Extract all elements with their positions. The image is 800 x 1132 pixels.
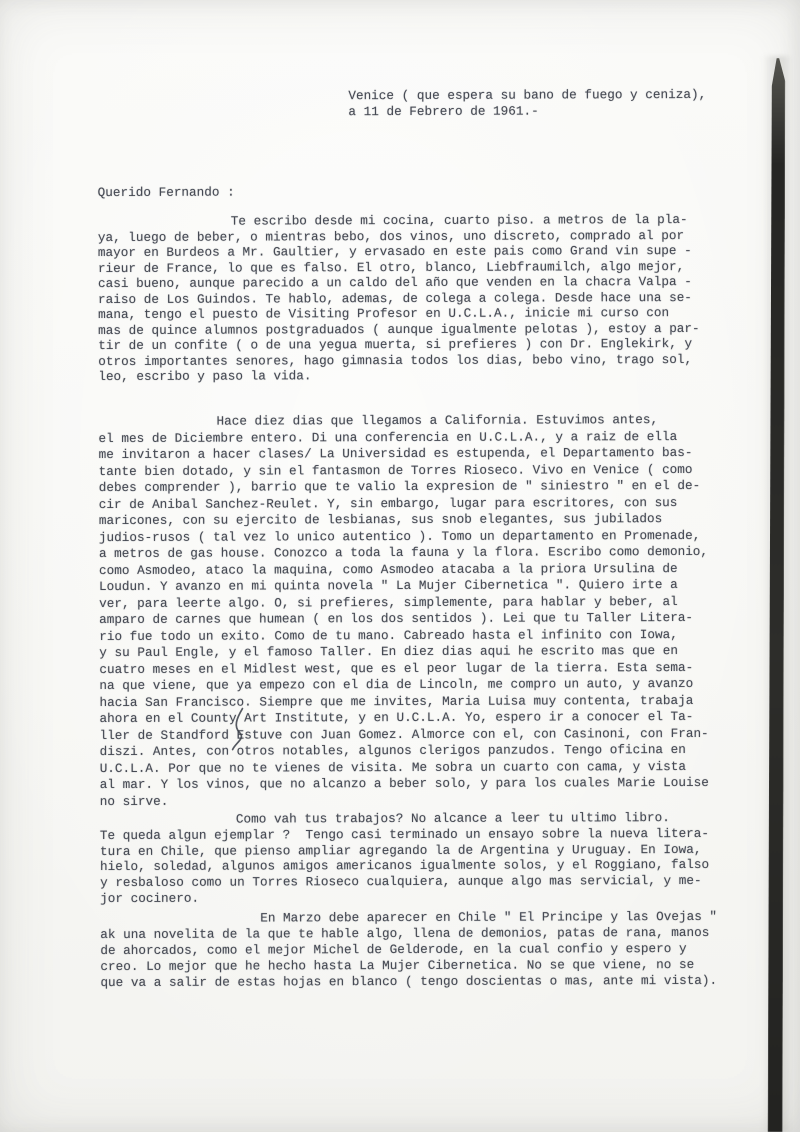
text-line: me invitaron a hacer clases/ La Universidad es estupenda, el Departamento bas- — [98, 444, 693, 463]
text-line: y su Paul Engle, y el famoso Taller. En diez dias aqui he escrito mas que en — [99, 643, 678, 661]
dateline — [348, 87, 706, 120]
text-line: na que viene, que ya empezo con el dia de Lincoln, me compro un auto, y avanzo — [99, 675, 694, 694]
text-line: diszi. Antes, con otros notables, algunos clerigos panzudos. Tengo oficina en — [99, 742, 686, 760]
text-line: raiso de Los Guindos. Te hablo, ademas, de colega a colega. Desde hace una se- — [98, 289, 692, 307]
text-line: y resbaloso como un Torres Rioseco cualquiera, aunque algo mas servicial, y me- — [100, 873, 702, 891]
text-line: ya, luego de beber, o mientras bebo, dos vinos, uno discreto, comprado al por — [97, 227, 685, 245]
text-line: ahora en el County Art Institute, y en U.C.L.A. Yo, espero ir a conocer el Ta- — [99, 708, 694, 727]
text-line: creo. Lo mejor que he hecho hasta La Mujer Cibernetica. No se que viene, no se — [100, 956, 695, 975]
text-line: Te escribo desde mi cocina, cuarto piso. a metros de la pla- — [230, 211, 688, 229]
text-line: hielo, soledad, algunos amigos americanos igualmente solos, y el Roggiano, falso — [99, 857, 710, 875]
text-line: Loudun. Y avanzo en mi quinta novela " La Mujer Cibernetica ". Quiero irte a — [99, 577, 678, 595]
text-line: U.C.L.A. Por que no te vienes de visita. Me sobra un cuarto con cama, y vista — [99, 758, 686, 776]
text-line: jor cocinero. — [100, 890, 200, 907]
text-line: mayor en Burdeos a Mr. Gaultier, y ervasado en este pais como Grand vin supe - — [97, 242, 692, 261]
text-line: mana, tengo el puesto de Visiting Profesor en U.C.L.A., inicie mi curso con — [98, 305, 670, 323]
text-line: cir de Anibal Sanchez-Reulet. Y, sin embargo, lugar para escritores, con sus — [98, 494, 678, 512]
text-line: judios-rusos ( tal vez lo unico autentico ). Tomo un departamento en Promenade, — [98, 527, 701, 545]
text-line: el mes de Diciembre entero. Di una conferencia en U.C.L.A., y a raiz de ella — [98, 428, 678, 446]
text-line: Te queda algun ejemplar ? Tengo casi terminado un ensayo sobre la nueva litera- — [99, 825, 710, 843]
text-line: otros importantes senores, hago gimnasia todos los dias, bebo vino, trago sol, — [98, 351, 693, 369]
text-line: casi bueno, aunque parecido a un caldo del año que venden en la chacra Valpa - — [97, 273, 692, 292]
dateline-line: Venice ( que espera su bano de fuego y ceniza), — [348, 86, 707, 104]
text-line: debes comprender ), barrio que te valio la expresion de " siniestro " en el de- — [98, 477, 701, 496]
text-line: rio fue todo un exito. Como de tu mano. Cabreado hasta el infinito con Iowa, — [99, 626, 678, 644]
text-line: tir de un confite ( o de una yegua muerta, si prefieres ) con Dr. Englekirk, y — [98, 335, 693, 354]
text-line: maricones, con su ejercito de lesbianas, sus snob elegantes, sus jubilados — [98, 511, 663, 529]
paragraph-1 — [98, 212, 700, 385]
text-line: En Marzo debe aparecer en Chile " El Principe y las Ovejas " — [260, 908, 718, 926]
text-line: como Asmodeo, ataco la maquina, como Asmodeo atacaba a la priora Ursulina de — [98, 560, 678, 578]
paragraph-2 — [98, 412, 708, 810]
text-line: Como vah tus trabajos? No alcance a leer tu ultimo libro. — [235, 810, 670, 827]
salutation-line: Querido Fernando : — [97, 184, 235, 201]
text-line: tura en Chile, que pienso ampliar agregando la de Argentina y Uruguay. En Iowa, — [99, 841, 702, 859]
text-line: ller de Standford Estuve con Juan Gomez. Almorce con el, con Casinoni, con Fran- — [99, 725, 709, 743]
text-line: rieur de France, lo que es falso. El otro, blanco, Liebfraumilch, algo mejor, — [97, 258, 685, 276]
text-line: amparo de carnes que humean ( en los dos sentidos ). Lei que tu Taller Litera- — [99, 609, 694, 628]
text-line: al mar. Y los vinos, que no alcanzo a beber solo, y para los cuales Marie Louise — [99, 774, 709, 793]
text-line: cuatro meses en el Midlest west, que es el peor lugar de la tierra. Esta sema- — [99, 659, 694, 677]
text-line: que va a salir de estas hojas en blanco ( tengo doscientas o mas, ante mi vista). — [100, 972, 718, 991]
text-line: no sirve. — [99, 793, 169, 809]
text-line: mas de quince alumnos postgraduados ( aunque igualmente pelotas ), estoy a par- — [98, 320, 700, 338]
text-line: a metros de gas house. Conozco a toda la fauna y la flora. Escribo como demonio, — [98, 543, 709, 562]
text-line: tante bien dotado, y sin el fantasmon de Torres Rioseco. Vivo en Venice ( como — [98, 461, 693, 479]
dateline-line: a 11 de Febrero de 1961.- — [348, 103, 539, 120]
text-line: leo, escribo y paso la vida. — [98, 368, 312, 385]
salutation — [98, 185, 235, 201]
paragraph-4 — [100, 909, 717, 991]
text-line: ak una novelita de la que te hable algo, llena de demonios, patas de rana, manos — [100, 924, 710, 943]
text-line: ver, para leerte algo. O, si prefieres, simplemente, para hablar y beber, al — [99, 593, 678, 611]
text-line: de ahorcados, como el mejor Michel de Gelderode, en la cual confio y espero y — [100, 941, 687, 959]
paragraph-3 — [100, 810, 709, 907]
text-line: Hace diez dias que llegamos a California. Estuvimos antes, — [216, 412, 659, 429]
text-line: hacia San Francisco. Siempre que me invites, Maria Luisa muy contenta, trabaja — [99, 692, 694, 710]
